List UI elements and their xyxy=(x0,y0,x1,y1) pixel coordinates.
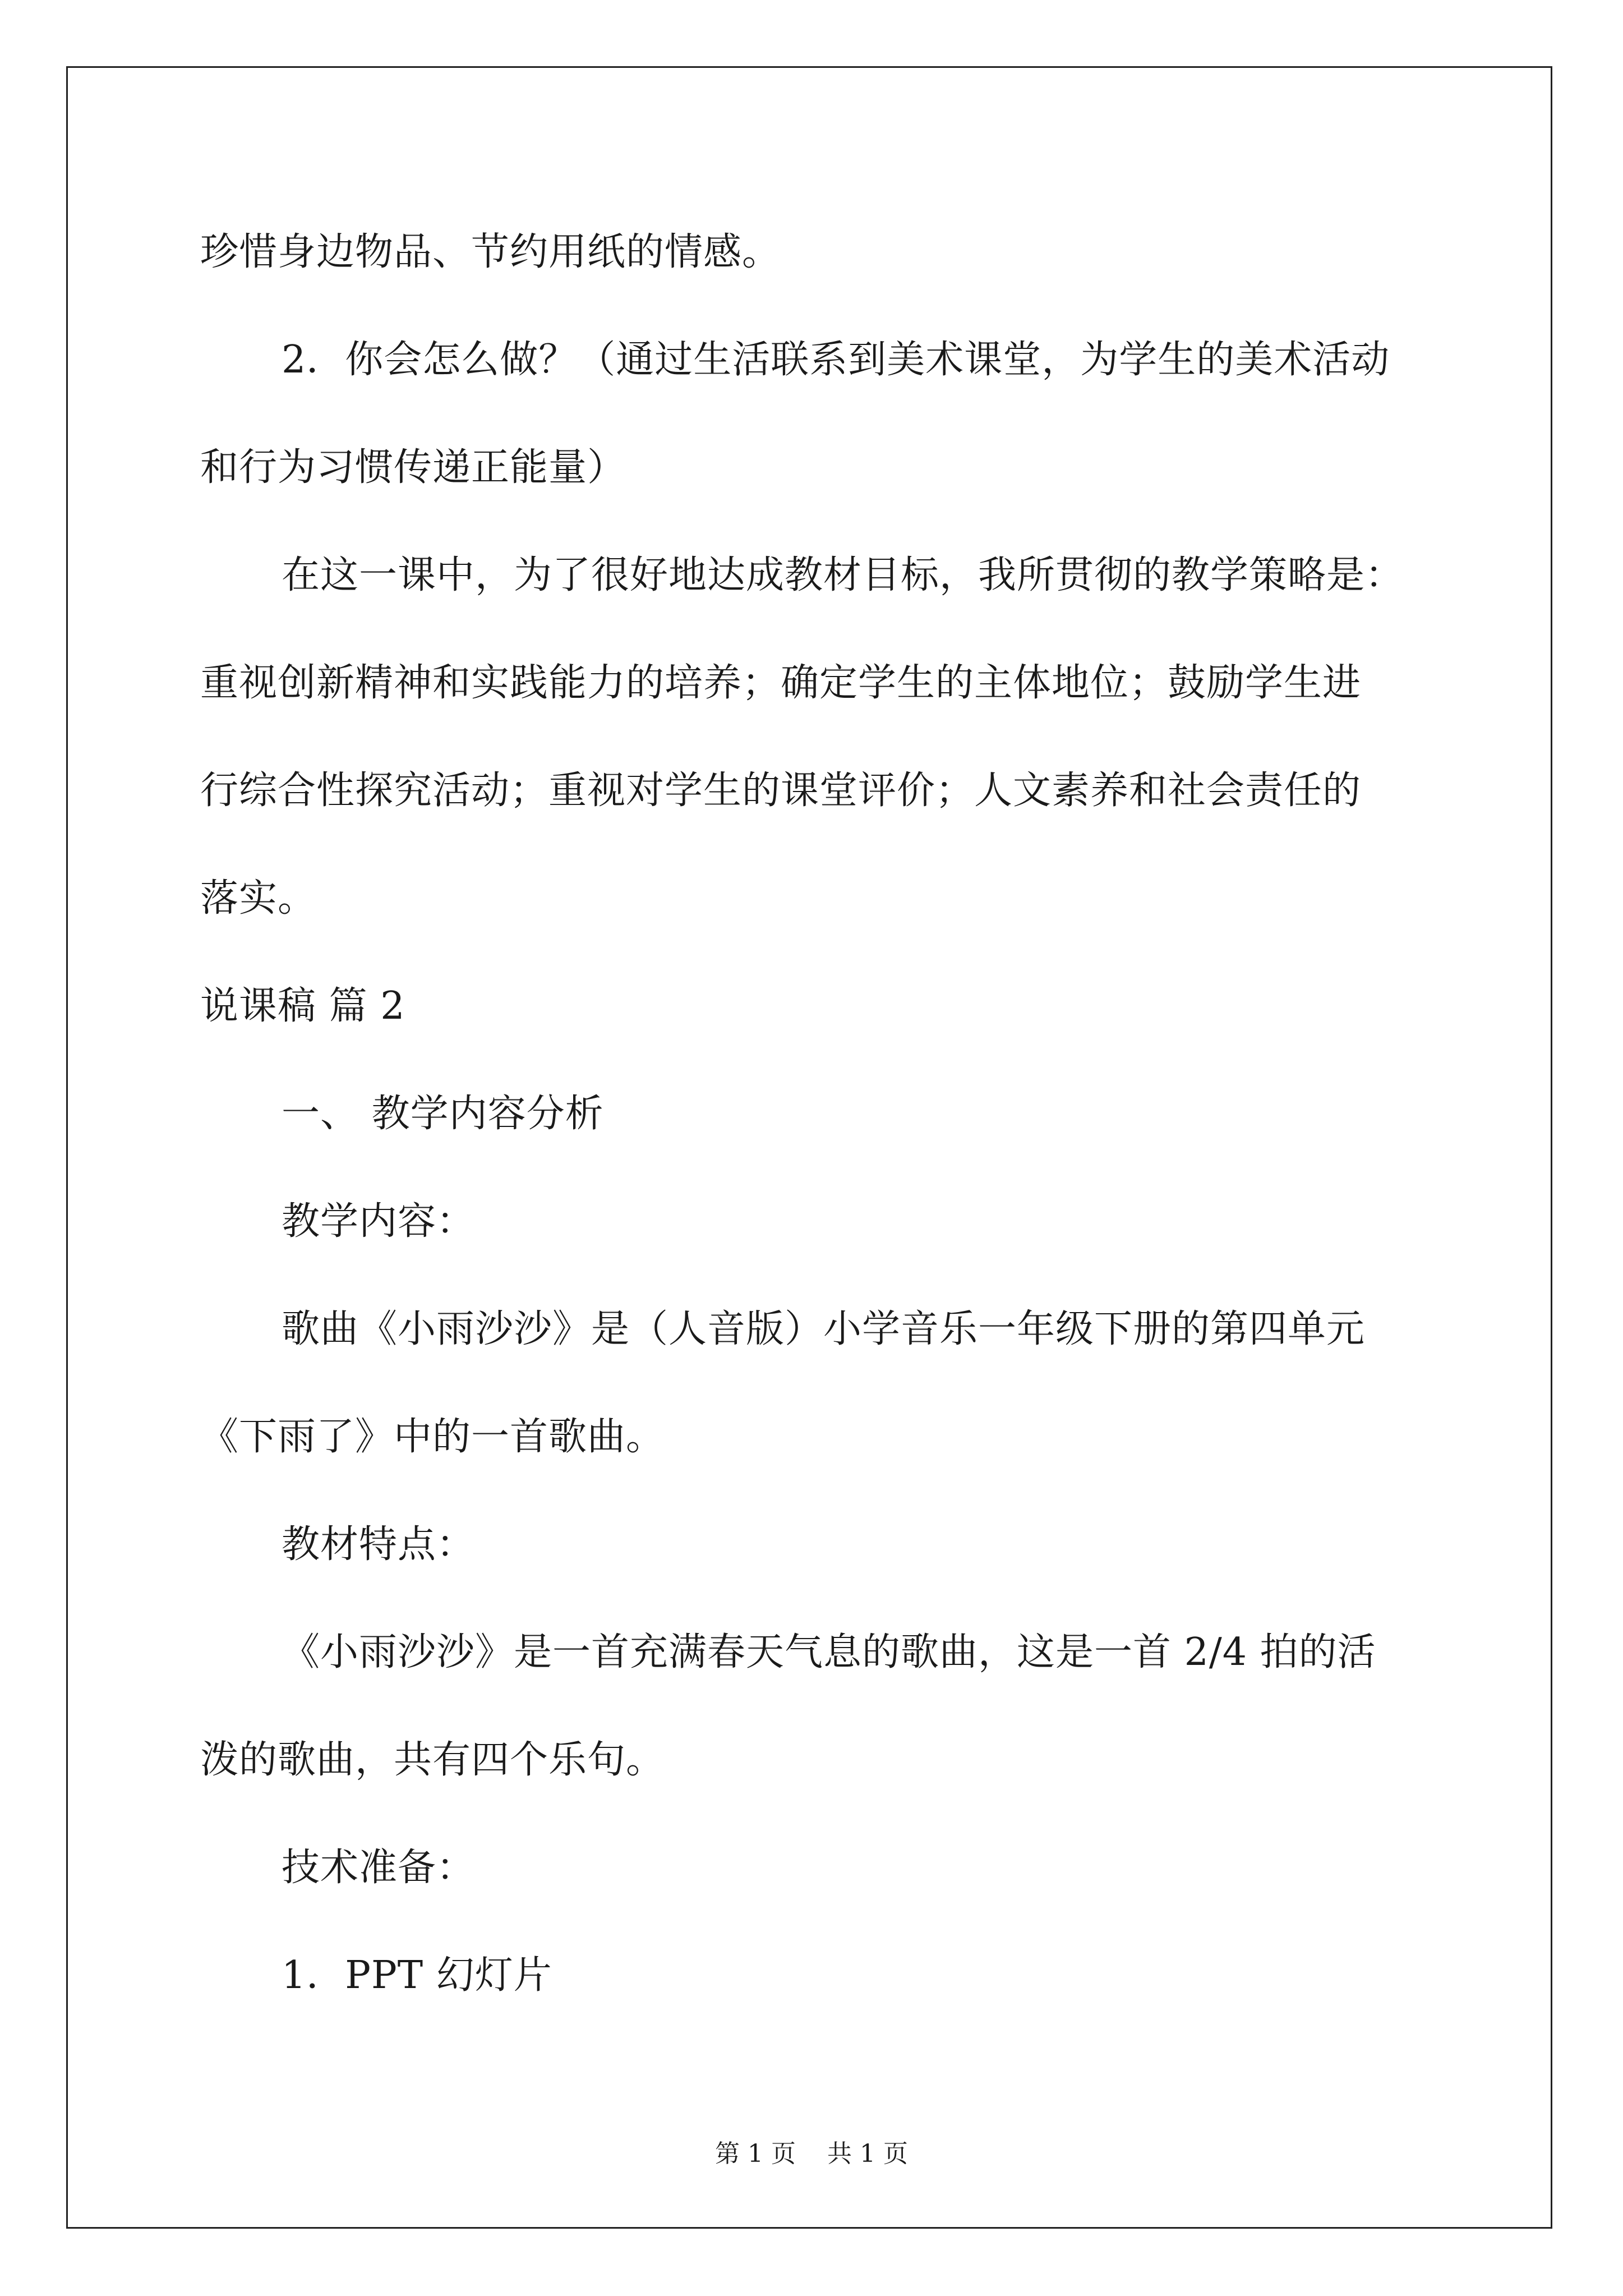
body-line: 在这一课中，为了很好地达成教材目标，我所贯彻的教学策略是： xyxy=(282,553,1404,597)
body-line: 2．你会怎么做？（通过生活联系到美术课堂，为学生的美术活动 xyxy=(282,338,1390,382)
body-line: 行综合性探究活动；重视对学生的课堂评价；人文素养和社会责任的 xyxy=(200,769,1362,813)
subsection-heading: 一、 教学内容分析 xyxy=(282,1092,604,1136)
page-number: 第 1 页 xyxy=(715,2139,796,2168)
list-item: 1．PPT 幻灯片 xyxy=(282,1953,552,1998)
label-line: 教学内容： xyxy=(282,1199,476,1244)
page-total: 共 1 页 xyxy=(827,2139,908,2168)
body-line: 和行为习惯传递正能量） xyxy=(200,445,626,490)
body-line: 重视创新精神和实践能力的培养；确定学生的主体地位；鼓励学生进 xyxy=(200,661,1362,705)
label-line: 教材特点： xyxy=(282,1522,476,1567)
label-line: 技术准备： xyxy=(282,1846,476,1890)
body-line: 《小雨沙沙》是一首充满春天气息的歌曲，这是一首 2/4 拍的活 xyxy=(282,1630,1376,1674)
page-border xyxy=(66,66,1552,2229)
page-footer xyxy=(0,2139,1623,2168)
body-line: 《下雨了》中的一首歌曲。 xyxy=(200,1415,665,1459)
body-line: 歌曲《小雨沙沙》是（人音版）小学音乐一年级下册的第四单元 xyxy=(282,1307,1366,1351)
body-line: 落实。 xyxy=(200,876,317,921)
body-line: 珍惜身边物品、节约用纸的情感。 xyxy=(200,230,781,274)
body-line: 泼的歌曲，共有四个乐句。 xyxy=(200,1738,665,1782)
section-heading: 说课稿 篇 2 xyxy=(200,984,405,1028)
